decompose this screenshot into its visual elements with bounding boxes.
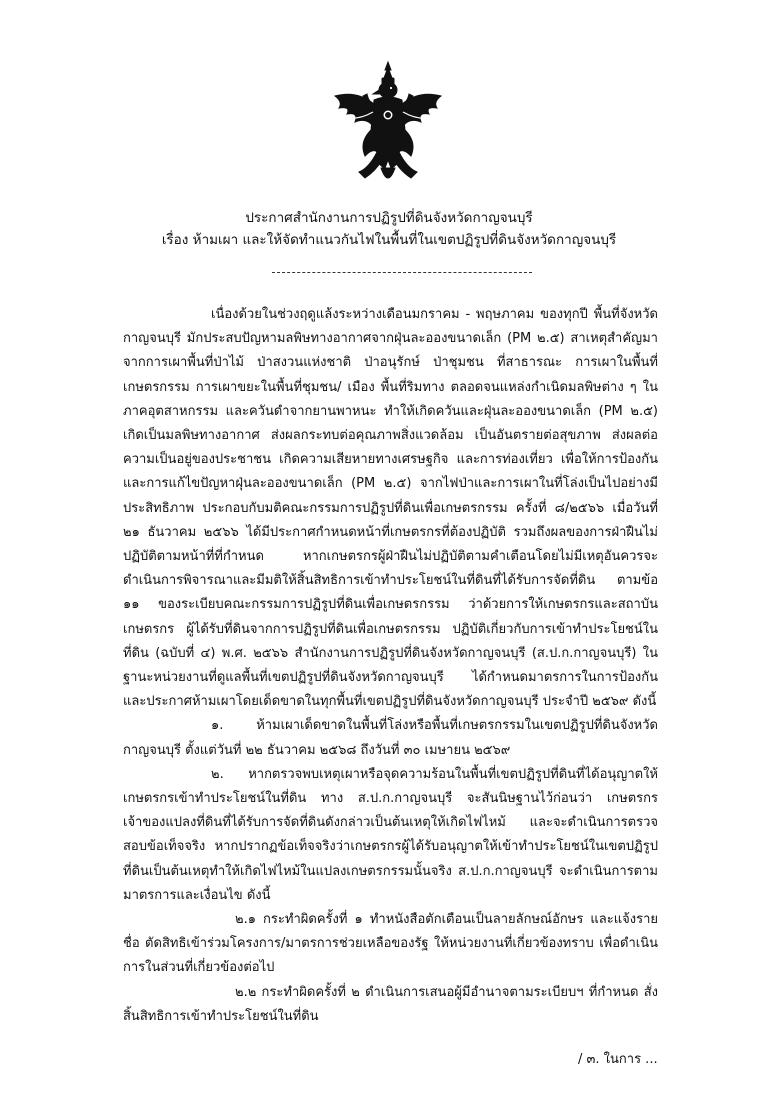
clause-2-1: ๒.๑ กระทำผิดครั้งที่ ๑ ทำหนังสือตักเตือนเป็นลายลักษณ์อักษร และแจ้งรายชื่อ ตัดสิทธิเข้าร่วมโครงการ/มาตรการช่วยเหลือของรัฐ ให้หน่วยงานที่เกี่ยวข้องทราบ เพื่อดำเนินการในส่วนที่เกี่ยวข้องต่อไป — [123, 912, 658, 976]
clause-1: ๑. ห้ามเผาเด็ดขาดในพื้นที่โล่งหรือพื้นที่เกษตรกรรมในเขตปฏิรูปที่ดินจังหวัด กาญจนบุรี ตั้งแต่วันที่ ๒๒ ธันวาคม ๒๕๖๘ ถึงวันที่ ๓๐ เมษายน ๒๕๖๙ — [123, 718, 658, 758]
clause-2: ๒. หากตรวจพบเหตุเผาหรือจุดความร้อนในพื้นที่เขตปฏิรูปที่ดินที่ได้อนุญาตให้เกษตรกรเข้าทำประโยชน์ในที่ดิน ทาง ส.ป.ก.กาญจนบุรี จะสันนิษฐานไว้ก่อนว่า เกษตรกรเจ้าของแปลงที่ดินที่ได้รับการจัดที่ดินดังกล่าวเป็นต้นเหตุให้เกิดไฟไหม้ และจะดำเนินการตรวจสอบข้อเท็จจริง หากปรากฏข้อเท็จจริงว่าเกษตรกรผู้ได้รับอนุญาตให้เข้าทำประโยชน์ในเขตปฏิรูปที่ดินเป็นต้นเหตุทำให้เกิดไฟไหม้ในแปลงเกษตรกรรมนั้นจริง ส.ป.ก.กาญจนบุรี จะดำเนินการตามมาตรการและเงื่อนไข ดังนี้ — [123, 766, 658, 903]
issuing-office: ประกาศสำนักงานการปฏิรูปที่ดินจังหวัดกาญจนบุรี — [245, 210, 533, 226]
garuda-emblem — [329, 60, 447, 188]
clause-2-2: ๒.๒ กระทำผิดครั้งที่ ๒ ดำเนินการเสนอผู้มีอำนาจตามระเบียบฯ ที่กำหนด สั่งสิ้นสิทธิการเข้าทำประโยชน์ในที่ดิน — [123, 984, 658, 1024]
announcement-header — [0, 207, 778, 251]
continuation-marker: / ๓. ในการ ... — [578, 1052, 658, 1067]
header-divider — [272, 272, 532, 273]
announcement-body — [123, 303, 658, 1029]
announcement-subject: เรื่อง ห้ามเผา และให้จัดทำแนวกันไฟในพื้นที่ในเขตปฏิรูปที่ดินจังหวัดกาญจนบุรี — [161, 232, 617, 248]
intro-paragraph: เนื่องด้วยในช่วงฤดูแล้งระหว่างเดือนมกราคม - พฤษภาคม ของทุกปี พื้นที่จังหวัดกาญจนบุรี มักประสบปัญหามลพิษทางอากาศจากฝุ่นละอองขนาดเล็ก (PM ๒.๕) สาเหตุสำคัญมาจากการเผาพื้นที่ป่าไม้ ป่าสงวนแห่งชาติ ป่าอนุรักษ์ ป่าชุมชน ที่สาธารณะ การเผาในพื้นที่เกษตรกรรม การเผาขยะในพื้นที่ชุมชน/ เมือง พื้นที่ริมทาง ตลอดจนแหล่งกำเนิดมลพิษต่าง ๆ ในภาคอุตสาหกรรม และควันดำจากยานพาหนะ ทำให้เกิดควันและฝุ่นละอองขนาดเล็ก (PM ๒.๕) เกิดเป็นมลพิษทางอากาศ ส่งผลกระทบต่อคุณภาพสิ่งแวดล้อม เป็นอันตรายต่อสุขภาพ ส่งผลต่อความเป็นอยู่ของประชาชน เกิดความเสียหายทางเศรษฐกิจ และการท่องเที่ยว เพื่อให้การป้องกันและการแก้ไขปัญหาฝุ่นละอองขนาดเล็ก (PM ๒.๕) จากไฟป่าและการเผาในที่โล่งเป็นไปอย่างมีประสิทธิภาพ ประกอบกับมติคณะกรรมการปฏิรูปที่ดินเพื่อเกษตรกรรม ครั้งที่ ๘/๒๕๖๖ เมื่อวันที่ ๒๑ ธันวาคม ๒๕๖๖ ได้มีประกาศกำหนดหน้าที่เกษตรกรที่ต้องปฏิบัติ รวมถึงผลของการฝ่าฝืนไม่ปฏิบัติตามหน้าที่ที่กำหนด หากเกษตรกรผู้ฝ่าฝืนไม่ปฏิบัติตามคำเตือนโดยไม่มีเหตุอันควรจะดำเนินการพิจารณาและมีมติให้สิ้นสิทธิการเข้าทำประโยชน์ในที่ดินที่ได้รับการจัดที่ดิน ตามข้อ ๑๑ ของระเบียบคณะกรรมการปฏิรูปที่ดินเพื่อเกษตรกรรม ว่าด้วยการให้เกษตรกรและสถาบันเกษตรกร ผู้ได้รับที่ดินจากการปฏิรูปที่ดินเพื่อเกษตรกรรม ปฏิบัติเกี่ยวกับการเข้าทำประโยชน์ในที่ดิน (ฉบับที่ ๔) พ.ศ. ๒๕๖๖ สำนักงานการปฏิรูปที่ดินจังหวัดกาญจนบุรี (ส.ป.ก.กาญจนบุรี) ในฐานะหน่วยงานที่ดูแลพื้นที่เขตปฏิรูปที่ดินจังหวัดกาญจนบุรี ได้กำหนดมาตรการในการป้องกัน และประกาศห้ามเผาโดยเด็ดขาดในทุกพื้นที่เขตปฏิรูปที่ดินจังหวัดกาญจนบุรี ประจำปี ๒๕๖๙ ดังนี้ — [123, 307, 658, 710]
